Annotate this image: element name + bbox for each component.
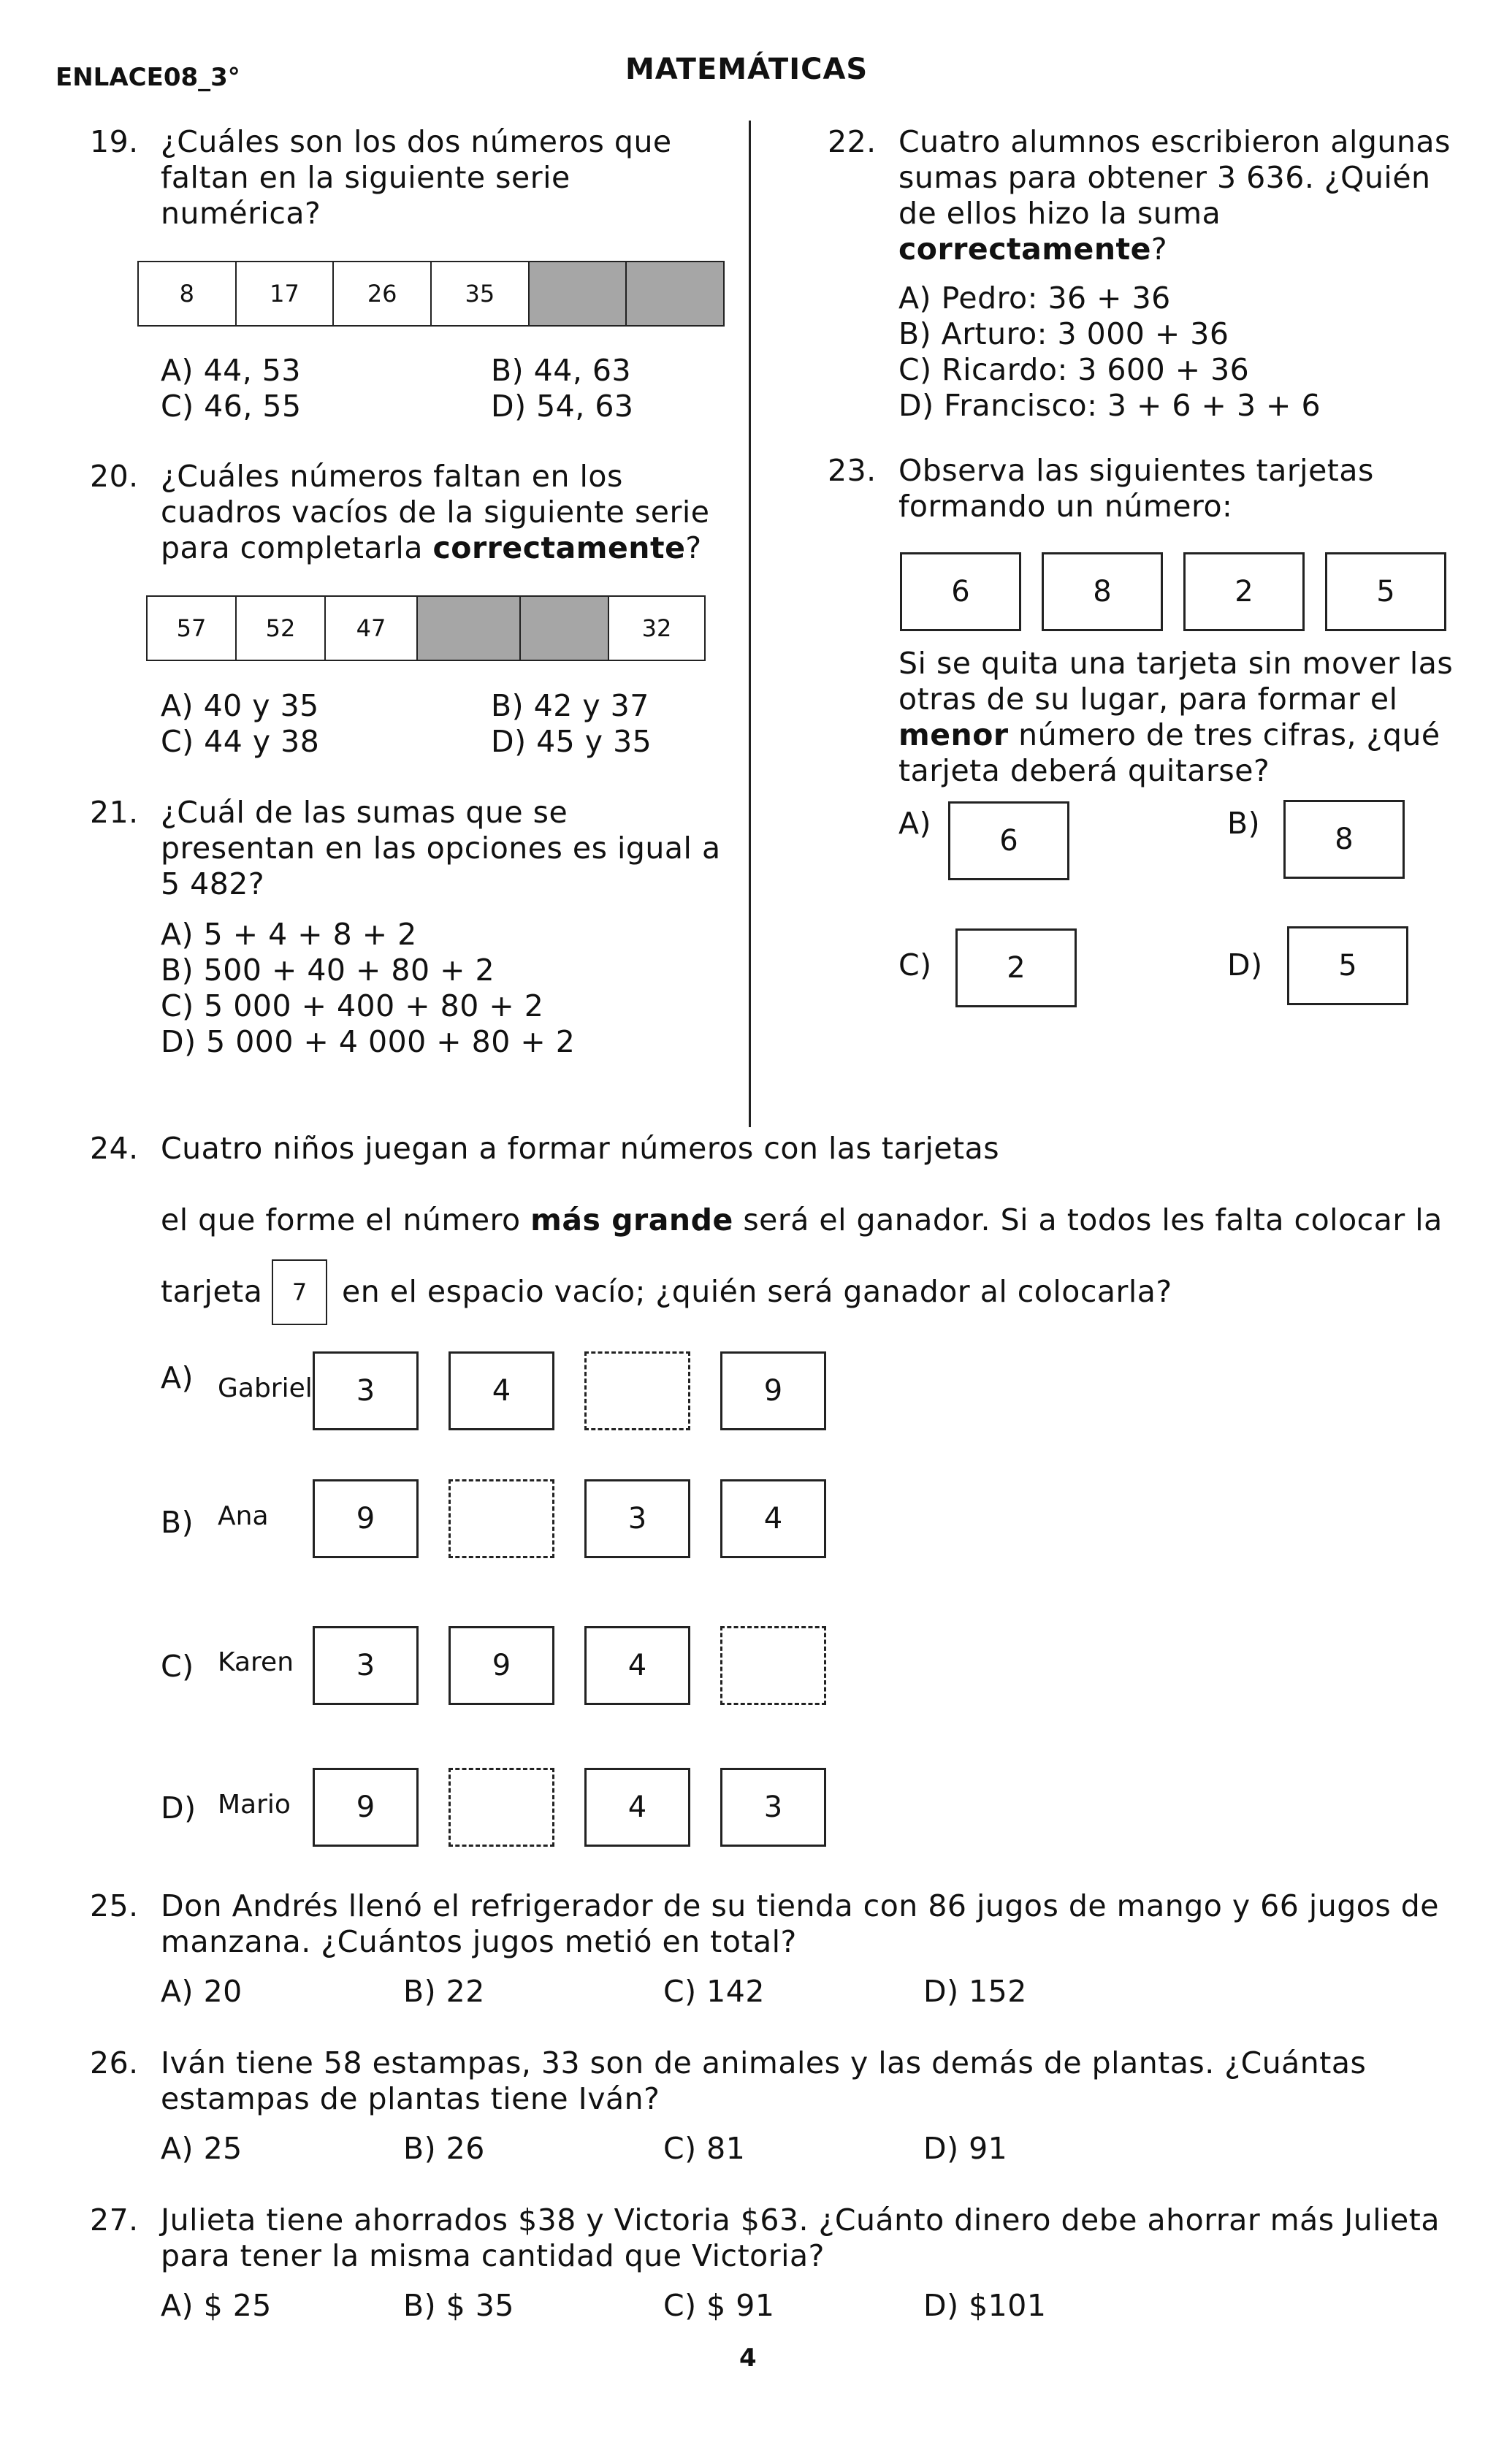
option-b[interactable]: B) 26: [403, 2131, 485, 2166]
option-d[interactable]: D) 152: [923, 1974, 1027, 2009]
number-card: 9: [313, 1768, 419, 1847]
number-card: 9: [313, 1479, 419, 1558]
option-c-card[interactable]: 2: [955, 928, 1077, 1007]
number-card: 4: [584, 1768, 690, 1847]
option-b[interactable]: B) 42 y 37: [491, 688, 649, 723]
question-text: [898, 717, 1440, 753]
question-text: ¿Cuáles son los dos números que: [161, 124, 672, 159]
emphasis: correctamente: [432, 530, 686, 565]
number-card: 9: [449, 1626, 554, 1705]
series-cell-empty: [530, 262, 627, 325]
question-text: de ellos hizo la suma: [898, 196, 1221, 231]
option-b[interactable]: B) Arturo: 3 000 + 36: [898, 316, 1229, 351]
number-card: 6: [900, 552, 1021, 631]
option-d[interactable]: D) 54, 63: [491, 389, 634, 424]
question-text: Cuatro niños juegan a formar números con las tarjetas: [161, 1131, 1000, 1166]
question-text: 5 482?: [161, 866, 265, 901]
number-series: [137, 261, 725, 327]
series-cell: 32: [641, 614, 672, 642]
question-text: [161, 1202, 1443, 1238]
number-card: 4: [720, 1479, 826, 1558]
question-text-part: el que forme el número: [161, 1202, 531, 1237]
child-name: Gabriel: [218, 1373, 313, 1403]
number-card: 4: [584, 1626, 690, 1705]
option-d[interactable]: D) 91: [923, 2131, 1008, 2166]
series-cell: 35: [432, 262, 530, 325]
empty-card-slot: [720, 1626, 826, 1705]
option-d[interactable]: D) $101: [923, 2288, 1047, 2323]
child-name: Ana: [218, 1501, 269, 1531]
question-text: Cuatro alumnos escribieron algunas: [898, 124, 1451, 159]
question-number: 23.: [828, 453, 877, 488]
question-text: para tener la misma cantidad que Victoria?: [161, 2238, 825, 2273]
question-text-part: número de tres cifras, ¿qué: [1008, 717, 1440, 752]
question-number: 27.: [90, 2202, 139, 2238]
option-c-label[interactable]: C): [898, 947, 932, 983]
option-b[interactable]: B) 44, 63: [491, 353, 632, 388]
empty-card-slot: [449, 1768, 554, 1847]
option-a-card[interactable]: 6: [948, 801, 1069, 880]
question-text: numérica?: [161, 196, 321, 231]
option-a-label[interactable]: A): [898, 806, 932, 841]
question-text: otras de su lugar, para formar el: [898, 682, 1398, 717]
series-cell-empty: [521, 597, 609, 660]
question-text: Si se quita una tarjeta sin mover las: [898, 646, 1454, 681]
question-number: 22.: [828, 124, 877, 159]
question-text: [161, 530, 702, 566]
number-card: 4: [449, 1351, 554, 1430]
emphasis: más grande: [530, 1202, 733, 1237]
question-number: 21.: [90, 795, 139, 830]
page-title: MATEMÁTICAS: [625, 53, 869, 86]
option-b-card[interactable]: 8: [1283, 800, 1405, 879]
empty-card-slot: [584, 1351, 690, 1430]
option-b[interactable]: B) 500 + 40 + 80 + 2: [161, 953, 495, 988]
question-text: faltan en la siguiente serie: [161, 160, 570, 195]
series-cell: 26: [334, 262, 432, 325]
option-a[interactable]: A) 20: [161, 1974, 243, 2009]
question-text: ¿Cuál de las sumas que se: [161, 795, 568, 830]
question-text: Iván tiene 58 estampas, 33 son de animales y las demás de plantas. ¿Cuántas: [161, 2045, 1367, 2080]
option-a[interactable]: A) 5 + 4 + 8 + 2: [161, 917, 417, 952]
emphasis: correctamente: [898, 232, 1151, 267]
series-cell: 57: [148, 597, 237, 660]
question-text: sumas para obtener 3 636. ¿Quién: [898, 160, 1431, 195]
option-c[interactable]: C) $ 91: [663, 2288, 775, 2323]
option-c[interactable]: C) 142: [663, 1974, 765, 2009]
column-divider: [749, 121, 751, 1127]
question-text: [898, 232, 1167, 267]
page-number: 4: [739, 2343, 757, 2373]
series-cell: 8: [139, 262, 237, 325]
number-card-7: 7: [272, 1259, 327, 1325]
option-d-label[interactable]: D): [1227, 947, 1263, 983]
question-number: 25.: [90, 1888, 139, 1923]
number-card: 2: [1183, 552, 1305, 631]
option-label: C): [161, 1649, 194, 1684]
option-a[interactable]: A) 44, 53: [161, 353, 301, 388]
question-text-part: tarjeta: [161, 1274, 263, 1309]
question-text: Observa las siguientes tarjetas: [898, 453, 1374, 488]
number-card: 8: [1042, 552, 1163, 631]
question-text-part: ?: [685, 530, 702, 565]
option-c[interactable]: C) 81: [663, 2131, 746, 2166]
question-text: formando un número:: [898, 489, 1233, 524]
question-text-part: para completarla: [161, 530, 433, 565]
number-card: 9: [720, 1351, 826, 1430]
series-cell: 52: [237, 597, 326, 660]
option-a[interactable]: A) $ 25: [161, 2288, 272, 2323]
question-text: tarjeta deberá quitarse?: [898, 753, 1270, 788]
number-card: 5: [1325, 552, 1446, 631]
question-text: presentan en las opciones es igual a: [161, 831, 721, 866]
question-number: 26.: [90, 2045, 139, 2080]
child-name: Karen: [218, 1647, 294, 1677]
child-name: Mario: [218, 1790, 291, 1820]
exam-code: ENLACE08_3°: [56, 63, 240, 92]
option-b-label[interactable]: B): [1227, 806, 1261, 841]
series-cell: 17: [237, 262, 335, 325]
emphasis: menor: [898, 717, 1009, 752]
option-b[interactable]: B) $ 35: [403, 2288, 514, 2323]
option-d[interactable]: D) Francisco: 3 + 6 + 3 + 6: [898, 388, 1321, 423]
option-a[interactable]: A) 40 y 35: [161, 688, 319, 723]
question-number: 20.: [90, 459, 139, 494]
question-number: 19.: [90, 124, 139, 159]
option-b[interactable]: B) 22: [403, 1974, 485, 2009]
number-series: [146, 595, 706, 661]
series-cell: 47: [326, 597, 418, 660]
number-card: 3: [720, 1768, 826, 1847]
option-label: D): [161, 1790, 196, 1826]
question-text-part: ?: [1150, 232, 1168, 267]
series-cell-empty: [627, 262, 723, 325]
option-a[interactable]: A) 25: [161, 2131, 243, 2166]
option-d[interactable]: D) 45 y 35: [491, 724, 652, 759]
question-text: manzana. ¿Cuántos jugos metió en total?: [161, 1924, 797, 1959]
question-text: ¿Cuáles números faltan en los: [161, 459, 623, 494]
question-text: estampas de plantas tiene Iván?: [161, 2081, 660, 2116]
question-text-part: será el ganador. Si a todos les falta colocar la: [733, 1202, 1443, 1237]
option-label: B): [161, 1505, 194, 1540]
question-text-part: en el espacio vacío; ¿quién será ganador al colocarla?: [342, 1274, 1172, 1309]
question-text: Julieta tiene ahorrados $38 y Victoria $63. ¿Cuánto dinero debe ahorrar más Julieta: [161, 2202, 1440, 2238]
option-a[interactable]: A) Pedro: 36 + 36: [898, 281, 1171, 316]
option-d[interactable]: D) 5 000 + 4 000 + 80 + 2: [161, 1024, 576, 1059]
option-label: A): [161, 1360, 194, 1395]
option-c[interactable]: C) 46, 55: [161, 389, 302, 424]
option-c[interactable]: C) 5 000 + 400 + 80 + 2: [161, 988, 544, 1023]
option-c[interactable]: C) Ricardo: 3 600 + 36: [898, 352, 1250, 387]
question-text: Don Andrés llenó el refrigerador de su tienda con 86 jugos de mango y 66 jugos de: [161, 1888, 1440, 1923]
empty-card-slot: [449, 1479, 554, 1558]
option-d-card[interactable]: 5: [1287, 926, 1408, 1005]
question-text: cuadros vacíos de la siguiente serie: [161, 495, 710, 530]
number-card: 3: [584, 1479, 690, 1558]
number-card: 3: [313, 1351, 419, 1430]
option-c[interactable]: C) 44 y 38: [161, 724, 320, 759]
number-card: 3: [313, 1626, 419, 1705]
question-number: 24.: [90, 1131, 139, 1166]
series-cell-empty: [418, 597, 521, 660]
